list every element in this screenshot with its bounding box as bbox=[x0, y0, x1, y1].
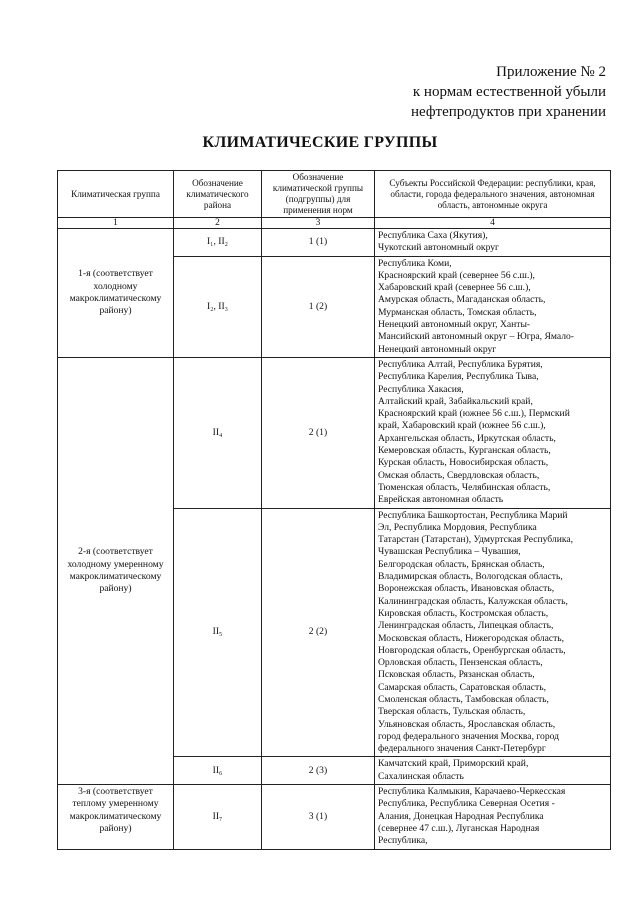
subject-line: Калининградская область, Калужская область, bbox=[378, 595, 568, 607]
subject-line: Республика Карелия, Республика Тыва, bbox=[378, 371, 539, 383]
subject-line: Хабаровский край (севернее 56 с.ш.), bbox=[378, 282, 531, 294]
subject-line: Республика Хакасия, bbox=[378, 383, 464, 395]
table-header-row bbox=[58, 171, 611, 218]
subject-line: Чувашская Республика – Чувашия, bbox=[378, 546, 521, 558]
subjects-cell bbox=[375, 229, 611, 257]
subject-line: Мурманская область, Томская область, bbox=[378, 306, 537, 318]
subject-line: Красноярский край (севернее 56 с.ш.), bbox=[378, 269, 535, 281]
subject-line: Алания, Донецкая Народная Республика bbox=[378, 810, 544, 822]
subgroup-cell: 1 (1) bbox=[262, 229, 375, 257]
subject-line: Татарстан (Татарстан), Удмуртская Республика, bbox=[378, 534, 574, 546]
subject-line: Алтайский край, Забайкальский край, bbox=[378, 395, 533, 407]
climate-group-cell: 1-я (соответствует холодному макроклиматическому району) bbox=[58, 229, 174, 358]
subjects-cell bbox=[375, 785, 611, 849]
subject-line: (севернее 47 с.ш.), Луганская Народная bbox=[378, 822, 540, 834]
appendix-number: Приложение № 2 bbox=[496, 64, 606, 80]
subjects-cell bbox=[375, 757, 611, 785]
header-district: Обозначение климатического района bbox=[174, 171, 262, 218]
subject-line: Республика, bbox=[378, 835, 428, 847]
table-row bbox=[58, 357, 611, 508]
subject-line: Московская область, Нижегородская область, bbox=[378, 632, 565, 644]
district-cell: II₅ bbox=[174, 508, 262, 757]
subject-line: Республика Алтай, Республика Бурятия, bbox=[378, 358, 543, 370]
column-number-row bbox=[58, 218, 611, 229]
subject-line: Республика Башкортостан, Республика Марий bbox=[378, 509, 568, 521]
subject-line: Новгородская область, Оренбургская область, bbox=[378, 644, 566, 656]
district-cell: II₆ bbox=[174, 757, 262, 785]
subject-line: Камчатский край, Приморский край, bbox=[378, 758, 529, 770]
column-number: 4 bbox=[375, 218, 611, 229]
subject-line: край, Хабаровский край (южнее 56 с.ш.), bbox=[378, 420, 546, 432]
subject-line: Смоленская область, Тамбовская область, bbox=[378, 693, 549, 705]
subject-line: Тверская область, Тульская область, bbox=[378, 706, 526, 718]
subject-line: Белгородская область, Брянская область, bbox=[378, 558, 545, 570]
subgroup-cell: 2 (3) bbox=[262, 757, 375, 785]
district-cell: I₂, II₃ bbox=[174, 256, 262, 357]
table-row bbox=[58, 785, 611, 849]
subject-line: Сахалинская область bbox=[378, 770, 464, 782]
table-row bbox=[58, 229, 611, 257]
subject-line: федерального значения Санкт-Петербург bbox=[378, 743, 546, 755]
subgroup-cell: 2 (2) bbox=[262, 508, 375, 757]
subject-line: Республика, Республика Северная Осетия - bbox=[378, 798, 555, 810]
subject-line: город федерального значения Москва, город bbox=[378, 730, 560, 742]
subject-line: Архангельская область, Иркутская область, bbox=[378, 432, 556, 444]
subjects-cell bbox=[375, 256, 611, 357]
subject-line: Курская область, Новосибирская область, bbox=[378, 457, 549, 469]
subgroup-cell: 1 (2) bbox=[262, 256, 375, 357]
climate-group-cell: 2-я (соответствует холодному умеренному макроклиматическому району) bbox=[58, 357, 174, 784]
header-subgroup: Обозначение климатической группы (подгруппы) для применения норм bbox=[262, 171, 375, 218]
subject-line: Ненецкий автономный округ bbox=[378, 343, 497, 355]
subjects-cell bbox=[375, 508, 611, 757]
subject-line: Самарская область, Саратовская область, bbox=[378, 681, 547, 693]
subject-line: Амурская область, Магаданская область, bbox=[378, 294, 546, 306]
subject-line: Мансийский автономный округ – Югра, Ямало- bbox=[378, 331, 575, 343]
subject-line: Кировская область, Костромская область, bbox=[378, 607, 549, 619]
page-title: КЛИМАТИЧЕСКИЕ ГРУППЫ bbox=[202, 134, 438, 151]
header-subjects: Субъекты Российской Федерации: республики, края, области, города федерального значения, автономная область, автономные округа bbox=[375, 171, 611, 218]
appendix-reference-cont: нефтепродуктов при хранении bbox=[410, 104, 606, 120]
subject-line: Чукотский автономный округ bbox=[378, 242, 499, 254]
subject-line: Эл, Республика Мордовия, Республика bbox=[378, 521, 537, 533]
subject-line: Ленинградская область, Липецкая область, bbox=[378, 620, 554, 632]
column-number: 3 bbox=[262, 218, 375, 229]
subject-line: Республика Калмыкия, Карачаево-Черкесская bbox=[378, 786, 566, 798]
column-number: 1 bbox=[58, 218, 174, 229]
appendix-header bbox=[346, 62, 606, 122]
district-cell: II₄ bbox=[174, 357, 262, 508]
subject-line: Еврейская автономная область bbox=[378, 494, 504, 506]
climate-groups-table bbox=[57, 170, 611, 850]
subject-line: Омская область, Свердловская область, bbox=[378, 469, 540, 481]
column-number: 2 bbox=[174, 218, 262, 229]
subject-line: Республика Саха (Якутия), bbox=[378, 230, 488, 241]
subject-line: Кемеровская область, Курганская область, bbox=[378, 445, 551, 457]
subgroup-cell: 2 (1) bbox=[262, 357, 375, 508]
subject-line: Тюменская область, Челябинская область, bbox=[378, 481, 551, 493]
subject-line: Республика Коми, bbox=[378, 257, 452, 269]
subjects-cell bbox=[375, 357, 611, 508]
subject-line: Орловская область, Пензенская область, bbox=[378, 657, 543, 669]
subject-line: Ненецкий автономный округ, Ханты- bbox=[378, 319, 531, 331]
subject-line: Воронежская область, Ивановская область, bbox=[378, 583, 555, 595]
header-climate-group: Климатическая группа bbox=[58, 171, 174, 218]
subject-line: Ульяновская область, Ярославская область, bbox=[378, 718, 556, 730]
district-cell: I₁, II₂ bbox=[174, 229, 262, 257]
subject-line: Псковская область, Рязанская область, bbox=[378, 669, 535, 681]
subject-line: Владимирская область, Вологодская область, bbox=[378, 571, 563, 583]
subject-line: Красноярский край (южнее 56 с.ш.), Пермский bbox=[378, 408, 570, 420]
appendix-reference: к нормам естественной убыли bbox=[412, 84, 606, 100]
district-cell: II₇ bbox=[174, 785, 262, 849]
climate-group-cell: 3-я (соответствует теплому умеренному макроклиматическому району) bbox=[58, 785, 174, 849]
subgroup-cell: 3 (1) bbox=[262, 785, 375, 849]
